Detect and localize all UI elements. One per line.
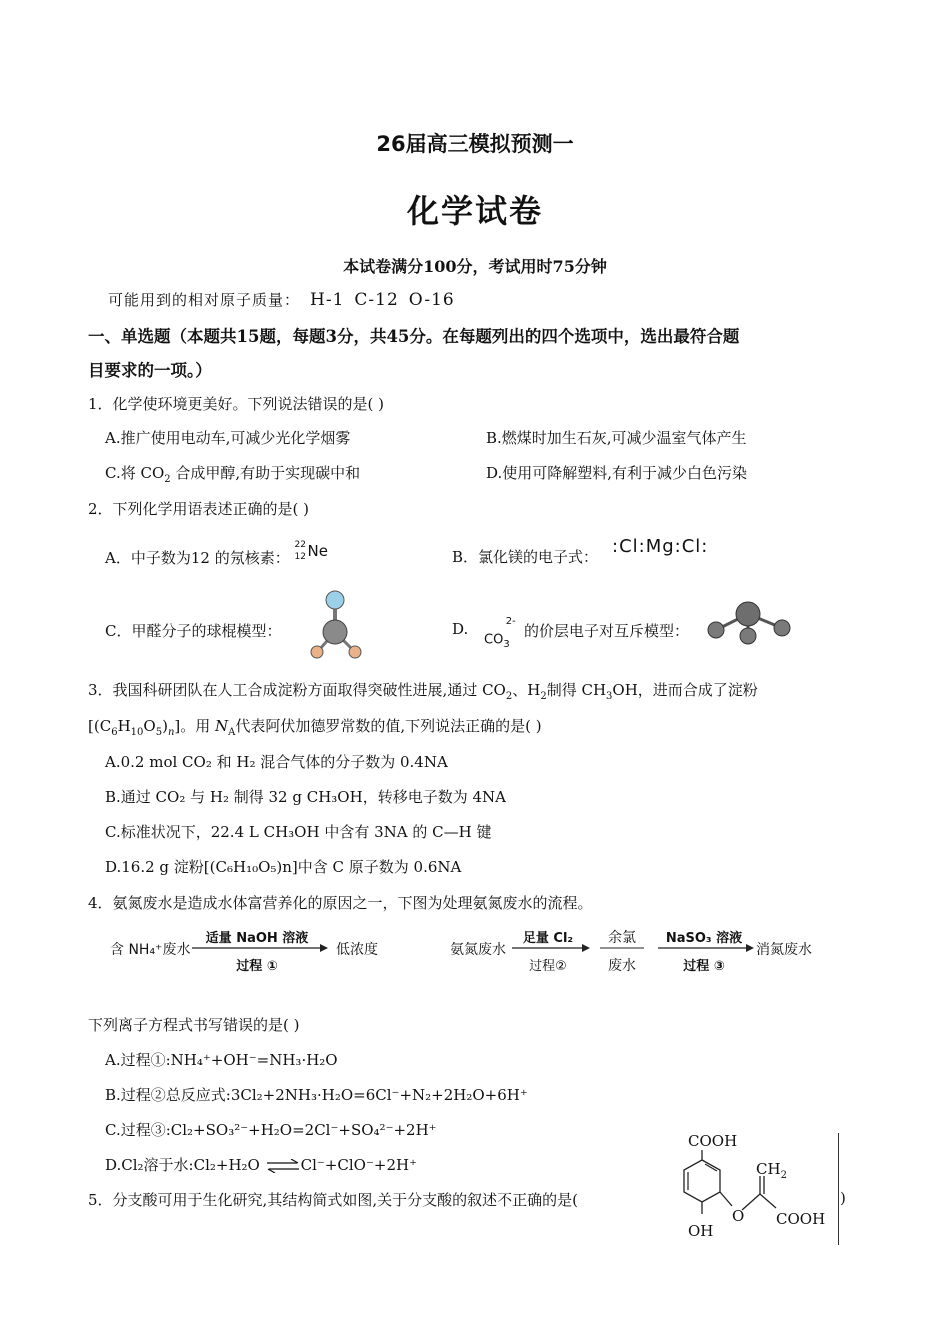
q3-option-b: B.通过 CO₂ 与 H₂ 制得 32 g CH₃OH，转移电子数为 4NA — [105, 788, 506, 806]
vsepr-model — [700, 596, 800, 646]
flow1-reagent: 适量 NaOH 溶液 — [205, 931, 309, 946]
q2-option-c: C．甲醛分子的球棍模型： — [105, 622, 282, 640]
q3-stem-line1: 3．我国科研团队在人工合成淀粉方面取得突破性进展,通过 $CO_2$、$H_2$制得 $CH_3OH$，进而合成了淀粉 — [88, 681, 758, 702]
q4-stem: 4．氨氮废水是造成水体富营养化的原因之一，下图为处理氨氮废水的流程。 — [88, 894, 593, 912]
flow1-end: 低浓度 — [336, 942, 378, 958]
q4-sub-stem: 下列离子方程式书写错误的是( ) — [88, 1016, 300, 1034]
flow2-step1: 过程② — [529, 959, 567, 974]
margin-line — [838, 1133, 839, 1245]
q3-stem-line2: $[(C_6H_{10}O_5)_n]$。用 $N_A$代表阿伏加德罗常数的值,下列说法正确的是( ) — [88, 717, 542, 738]
cooh-right: COOH — [776, 1210, 826, 1228]
q1-stem: 1．化学使环境更美好。下列说法错误的是( ) — [88, 395, 385, 413]
mass-h: H-1 — [310, 290, 345, 310]
q2-option-a: A．中子数为12 的氖核素： 22 12 Ne — [105, 546, 334, 572]
q2-stem: 2．下列化学用语表述正确的是( ) — [88, 500, 310, 518]
q2-option-d: D. — [452, 620, 469, 638]
q4-option-a: A.过程①:NH₄⁺+OH⁻=NH₃·H₂O — [105, 1051, 338, 1069]
q1-option-a: A.推广使用电动车,可减少光化学烟雾 — [105, 429, 351, 447]
flow2-mid-top: 余氯 — [608, 930, 636, 946]
mass-c: C-12 — [354, 290, 399, 310]
section-heading-line1: 一、单选题（本题共15题，每题3分，共45分。在每题列出的四个选项中，选出最符合题 — [88, 327, 740, 346]
flow1-step: 过程 ① — [236, 959, 278, 974]
flow2-step2: 过程 ③ — [683, 959, 725, 974]
q4-option-c: C.过程③:Cl₂+SO₃²⁻+H₂O=2Cl⁻+SO₄²⁻+2H⁺ — [105, 1121, 437, 1139]
flow2-reagent2: NaSO₃ 溶液 — [665, 931, 743, 946]
q5-stem: 5．分支酸可用于生化研究,其结构简式如图,关于分支酸的叙述不正确的是( — [88, 1191, 578, 1209]
q1-option-c: C.将 $CO_2$ 合成甲醇,有助于实现碳中和 — [105, 464, 361, 485]
flow2-mid-bottom: 废水 — [608, 958, 636, 974]
subject-title: 化学试卷 — [406, 192, 543, 230]
ch2-group: $CH_2$ — [756, 1160, 787, 1181]
q3-option-c: C.标准状况下，22.4 L CH₃OH 中含有 3NA 的 C—H 键 — [105, 823, 492, 841]
flow2-arrow1 — [510, 942, 592, 954]
neon-nuclide: 22 12 Ne — [294, 540, 328, 562]
ether-oxygen: O — [732, 1207, 745, 1225]
section-heading-line2: 目要求的一项。） — [88, 361, 212, 380]
q1-option-d: D.使用可降解塑料,有利于减少白色污染 — [486, 464, 748, 482]
q3-option-d: D.16.2 g 淀粉[(C₆H₁₀O₅)n]中含 C 原子数为 0.6NA — [105, 858, 462, 876]
flow2-end: 消氮废水 — [756, 942, 812, 958]
flow1-start: 含 NH₄⁺废水 — [110, 942, 191, 958]
flow2-arrow2 — [656, 942, 756, 954]
flow2-mid-divider — [600, 946, 646, 950]
flow1-arrow — [190, 942, 330, 954]
cooh-top: COOH — [688, 1132, 738, 1150]
hydroxyl-group: OH — [688, 1222, 714, 1240]
flow2-start: 氨氮废水 — [450, 942, 506, 958]
equilibrium-arrow — [265, 1159, 301, 1173]
atomic-mass-line — [108, 289, 455, 310]
q5-close-paren: ) — [840, 1189, 846, 1207]
q1-option-b: B.燃煤时加生石灰,可减少温室气体产生 — [486, 429, 747, 447]
q3-option-a: A.0.2 mol CO₂ 和 H₂ 混合气体的分子数为 0.4NA — [105, 753, 448, 771]
carbonate-ion: $CO_3^{2-}$ — [484, 616, 516, 650]
q2-option-b: B．氯化镁的电子式： — [452, 548, 599, 566]
atomic-mass-label: 可能用到的相对原子质量： — [108, 291, 301, 309]
flow2-reagent1: 足量 Cl₂ — [522, 931, 574, 946]
mgcl2-electron-formula: :Cl:Mg:Cl: — [612, 536, 709, 557]
q4-option-d: D.Cl₂溶于水:Cl₂+H₂O Cl⁻+ClO⁻+2H⁺ — [105, 1156, 418, 1174]
q2-option-d-text: 的价层电子对互斥模型： — [524, 622, 690, 640]
exam-note: 本试卷满分100分，考试用时75分钟 — [343, 257, 607, 276]
exam-title: 26届高三模拟预测一 — [376, 132, 574, 156]
formaldehyde-ball-stick-model — [295, 586, 375, 666]
q4-option-b: B.过程②总反应式:3Cl₂+2NH₃·H₂O=6Cl⁻+N₂+2H₂O+6H⁺ — [105, 1086, 528, 1104]
mass-o: O-16 — [408, 290, 455, 310]
